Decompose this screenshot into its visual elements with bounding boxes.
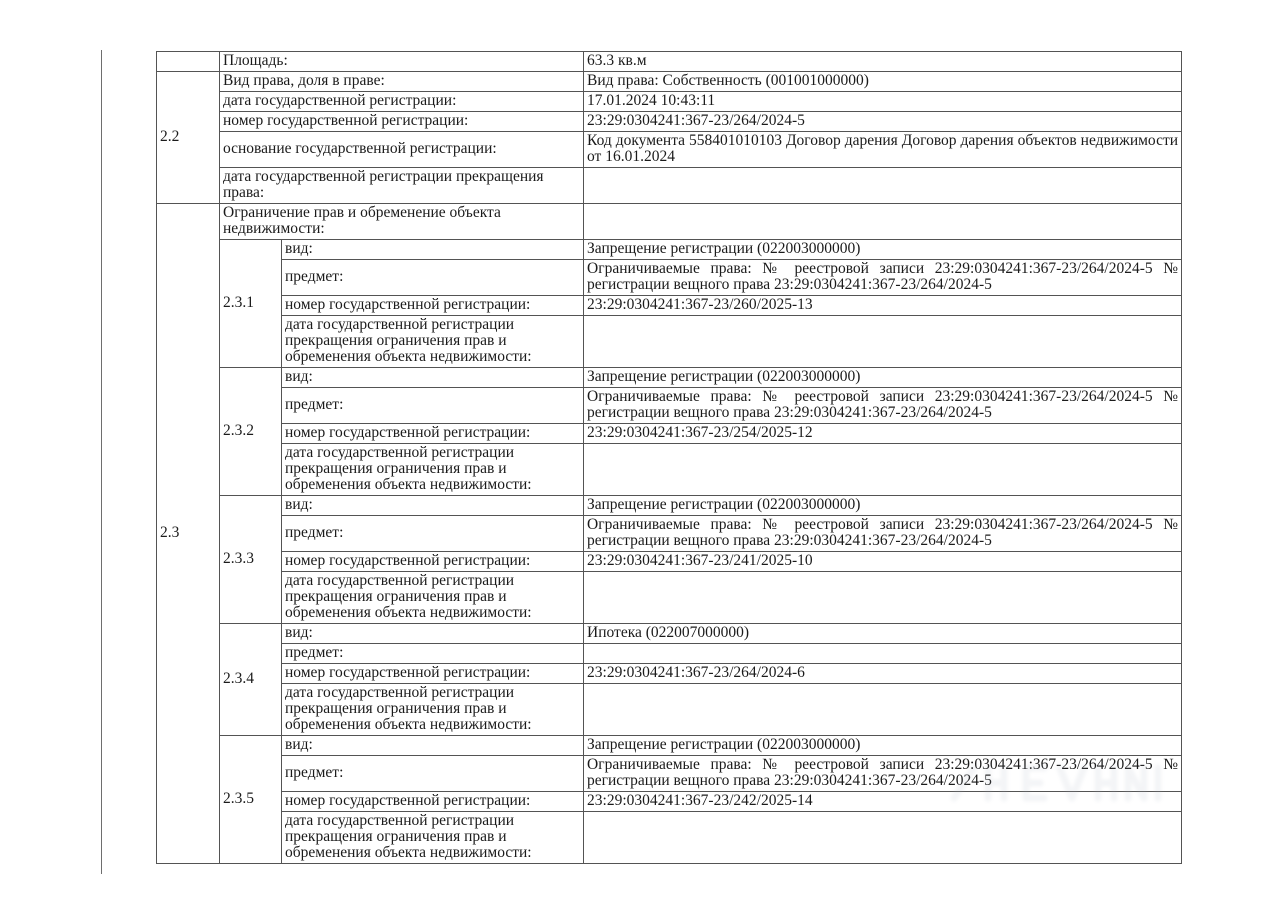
field-label: номер государственной регистрации: xyxy=(220,112,584,132)
field-value: Запрещение регистрации (022003000000) xyxy=(584,240,1182,260)
table-row xyxy=(157,496,1182,516)
table-row xyxy=(157,240,1182,260)
subsection-number: 2.3.5 xyxy=(220,736,282,864)
field-label: Ограничение прав и обременение объекта недвижимости: xyxy=(220,204,584,240)
field-value: Запрещение регистрации (022003000000) xyxy=(584,368,1182,388)
field-value: Ограничиваемые права: № реестровой записи 23:29:0304241:367-23/264/2024-5 № регистрации вещного права 23:29:0304241:367-23/264/2024-5 xyxy=(584,260,1182,296)
field-label: предмет: xyxy=(282,516,584,552)
field-label: дата государственной регистрации прекращения ограничения прав и обременения объекта недвижимости: xyxy=(282,572,584,624)
field-value xyxy=(584,644,1182,664)
subsection-number: 2.3.1 xyxy=(220,240,282,368)
field-value xyxy=(584,316,1182,368)
field-label: дата государственной регистрации прекращения права: xyxy=(220,168,584,204)
field-value: Ипотека (022007000000) xyxy=(584,624,1182,644)
field-value xyxy=(584,684,1182,736)
table-row xyxy=(157,792,1182,812)
field-label: предмет: xyxy=(282,644,584,664)
field-label: Вид права, доля в праве: xyxy=(220,72,584,92)
table-row xyxy=(157,664,1182,684)
section-number: 2.2 xyxy=(157,72,220,204)
table-row xyxy=(157,52,1182,72)
table-row xyxy=(157,72,1182,92)
page-margin-line xyxy=(101,50,102,874)
field-value xyxy=(584,168,1182,204)
table-row xyxy=(157,644,1182,664)
subsection-number: 2.3.4 xyxy=(220,624,282,736)
row-number-cell xyxy=(157,52,220,72)
field-value: Ограничиваемые права: № реестровой записи 23:29:0304241:367-23/264/2024-5 № регистрации вещного права 23:29:0304241:367-23/264/2024-5 xyxy=(584,756,1182,792)
field-label: основание государственной регистрации: xyxy=(220,132,584,168)
field-label: предмет: xyxy=(282,260,584,296)
field-value: 17.01.2024 10:43:11 xyxy=(584,92,1182,112)
field-value: Запрещение регистрации (022003000000) xyxy=(584,496,1182,516)
egrn-extract-table xyxy=(156,51,1182,864)
field-value: Код документа 558401010103 Договор дарения Договор дарения объектов недвижимости от 16.01.2024 xyxy=(584,132,1182,168)
table-row xyxy=(157,552,1182,572)
field-value: 63.3 кв.м xyxy=(584,52,1182,72)
field-label: номер государственной регистрации: xyxy=(282,664,584,684)
field-label: номер государственной регистрации: xyxy=(282,296,584,316)
table-row xyxy=(157,92,1182,112)
field-label: вид: xyxy=(282,368,584,388)
field-value: Запрещение регистрации (022003000000) xyxy=(584,736,1182,756)
field-value: Вид права: Собственность (001001000000) xyxy=(584,72,1182,92)
table-row xyxy=(157,388,1182,424)
table-row xyxy=(157,316,1182,368)
field-label: Площадь: xyxy=(220,52,584,72)
field-label: дата государственной регистрации прекращения ограничения прав и обременения объекта недвижимости: xyxy=(282,684,584,736)
field-value xyxy=(584,812,1182,864)
field-value: 23:29:0304241:367-23/264/2024-6 xyxy=(584,664,1182,684)
subsection-number: 2.3.3 xyxy=(220,496,282,624)
field-label: дата государственной регистрации прекращения ограничения прав и обременения объекта недвижимости: xyxy=(282,316,584,368)
field-label: дата государственной регистрации прекращения ограничения прав и обременения объекта недвижимости: xyxy=(282,444,584,496)
table-row xyxy=(157,368,1182,388)
field-label: предмет: xyxy=(282,388,584,424)
table-row xyxy=(157,132,1182,168)
table-row xyxy=(157,296,1182,316)
field-value: 23:29:0304241:367-23/264/2024-5 xyxy=(584,112,1182,132)
section-number: 2.3 xyxy=(157,204,220,864)
table-row xyxy=(157,812,1182,864)
field-label: предмет: xyxy=(282,756,584,792)
table-row xyxy=(157,444,1182,496)
field-label: вид: xyxy=(282,624,584,644)
field-label: номер государственной регистрации: xyxy=(282,424,584,444)
table-row xyxy=(157,424,1182,444)
table-row xyxy=(157,624,1182,644)
field-value: 23:29:0304241:367-23/260/2025-13 xyxy=(584,296,1182,316)
table-row xyxy=(157,204,1182,240)
table-row xyxy=(157,736,1182,756)
table-row xyxy=(157,168,1182,204)
table-row xyxy=(157,684,1182,736)
field-label: дата государственной регистрации: xyxy=(220,92,584,112)
field-value: Ограничиваемые права: № реестровой записи 23:29:0304241:367-23/264/2024-5 № регистрации вещного права 23:29:0304241:367-23/264/2024-5 xyxy=(584,388,1182,424)
field-value: 23:29:0304241:367-23/254/2025-12 xyxy=(584,424,1182,444)
table-row xyxy=(157,572,1182,624)
field-label: дата государственной регистрации прекращения ограничения прав и обременения объекта недвижимости: xyxy=(282,812,584,864)
subsection-number: 2.3.2 xyxy=(220,368,282,496)
field-value xyxy=(584,572,1182,624)
field-value: 23:29:0304241:367-23/242/2025-14 xyxy=(584,792,1182,812)
field-label: номер государственной регистрации: xyxy=(282,792,584,812)
table-row xyxy=(157,756,1182,792)
field-label: номер государственной регистрации: xyxy=(282,552,584,572)
field-value: 23:29:0304241:367-23/241/2025-10 xyxy=(584,552,1182,572)
field-label: вид: xyxy=(282,736,584,756)
field-value: Ограничиваемые права: № реестровой записи 23:29:0304241:367-23/264/2024-5 № регистрации вещного права 23:29:0304241:367-23/264/2024-5 xyxy=(584,516,1182,552)
field-value xyxy=(584,204,1182,240)
field-label: вид: xyxy=(282,240,584,260)
field-label: вид: xyxy=(282,496,584,516)
table-row xyxy=(157,516,1182,552)
field-value xyxy=(584,444,1182,496)
table-row xyxy=(157,260,1182,296)
table-row xyxy=(157,112,1182,132)
